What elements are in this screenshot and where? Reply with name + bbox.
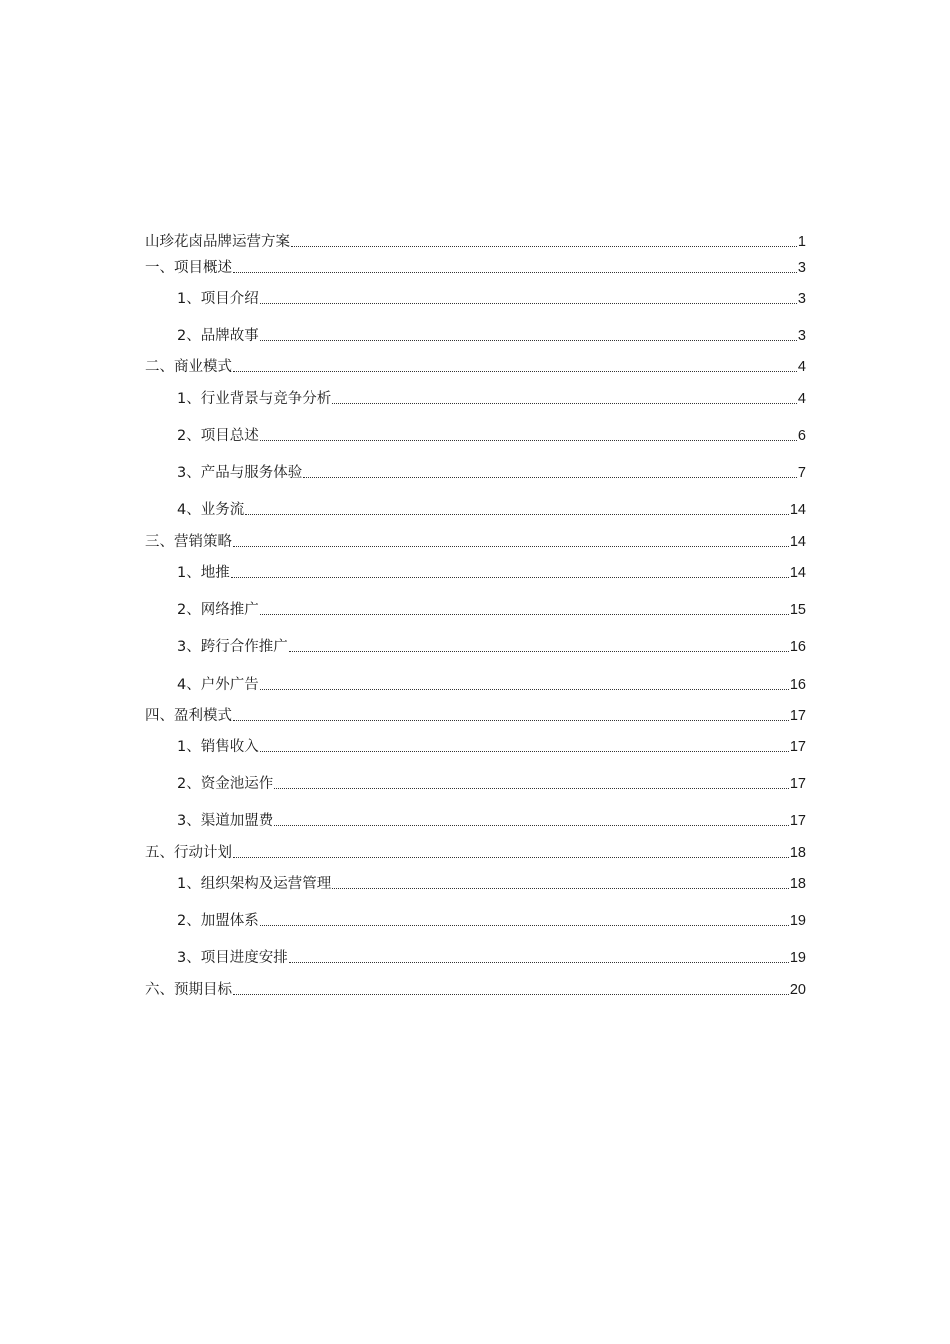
dot-leader	[260, 440, 797, 441]
toc-entry-page: 3	[797, 328, 806, 344]
dot-leader	[274, 825, 789, 826]
toc-entry-subsection[interactable]	[177, 634, 806, 656]
toc-entry-label: 2、网络推广	[177, 602, 259, 618]
toc-entry-page: 15	[789, 602, 806, 618]
toc-entry-page: 6	[797, 428, 806, 444]
dot-leader	[332, 888, 789, 889]
toc-entry-label: 一、项目概述	[145, 260, 232, 276]
dot-leader	[303, 477, 797, 478]
toc-entry-section-6[interactable]	[145, 977, 806, 999]
toc-entry-page: 14	[789, 534, 806, 550]
toc-entry-label: 三、营销策略	[145, 534, 232, 550]
toc-entry-title[interactable]	[145, 229, 806, 251]
toc-entry-page: 19	[789, 950, 806, 966]
toc-entry-page: 20	[789, 982, 806, 998]
toc-entry-page: 18	[789, 845, 806, 861]
toc-entry-subsection[interactable]	[177, 672, 806, 694]
toc-entry-label: 山珍花卤品牌运营方案	[145, 234, 290, 250]
toc-entry-section-4[interactable]	[145, 703, 806, 725]
toc-entry-page: 17	[789, 739, 806, 755]
dot-leader	[233, 272, 797, 273]
toc-entry-label: 3、渠道加盟费	[177, 813, 274, 829]
toc-entry-label: 2、资金池运作	[177, 776, 274, 792]
dot-leader	[231, 577, 789, 578]
toc-entry-subsection[interactable]	[177, 871, 806, 893]
toc-entry-label: 四、盈利模式	[145, 708, 232, 724]
toc-entry-page: 14	[789, 502, 806, 518]
toc-entry-label: 3、跨行合作推广	[177, 639, 288, 655]
dot-leader	[233, 720, 789, 721]
toc-entry-label: 2、品牌故事	[177, 328, 259, 344]
toc-entry-label: 4、业务流	[177, 502, 245, 518]
toc-entry-label: 1、销售收入	[177, 739, 259, 755]
dot-leader	[274, 788, 789, 789]
toc-entry-section-2[interactable]	[145, 354, 806, 376]
dot-leader	[332, 403, 797, 404]
toc-entry-label: 六、预期目标	[145, 982, 232, 998]
toc-entry-label: 2、项目总述	[177, 428, 259, 444]
toc-entry-subsection[interactable]	[177, 323, 806, 345]
toc-entry-subsection[interactable]	[177, 908, 806, 930]
toc-entry-page: 3	[797, 260, 806, 276]
toc-entry-subsection[interactable]	[177, 771, 806, 793]
dot-leader	[260, 614, 789, 615]
toc-entry-label: 1、项目介绍	[177, 291, 259, 307]
toc-entry-subsection[interactable]	[177, 423, 806, 445]
dot-leader	[245, 514, 789, 515]
toc-entry-section-5[interactable]	[145, 840, 806, 862]
dot-leader	[289, 651, 789, 652]
dot-leader	[260, 303, 797, 304]
dot-leader	[233, 371, 797, 372]
toc-entry-page: 18	[789, 876, 806, 892]
toc-entry-section-1[interactable]	[145, 255, 806, 277]
toc-entry-label: 五、行动计划	[145, 845, 232, 861]
dot-leader	[233, 546, 789, 547]
dot-leader	[289, 962, 789, 963]
toc-entry-label: 1、行业背景与竞争分析	[177, 391, 332, 407]
dot-leader	[233, 994, 789, 995]
dot-leader	[291, 246, 797, 247]
toc-entry-subsection[interactable]	[177, 560, 806, 582]
toc-entry-page: 7	[797, 465, 806, 481]
toc-entry-label: 2、加盟体系	[177, 913, 259, 929]
toc-entry-page: 14	[789, 565, 806, 581]
toc-entry-label: 3、项目进度安排	[177, 950, 288, 966]
toc-entry-subsection[interactable]	[177, 460, 806, 482]
dot-leader	[260, 751, 789, 752]
toc-entry-section-3[interactable]	[145, 529, 806, 551]
toc-entry-label: 二、商业模式	[145, 359, 232, 375]
toc-entry-subsection[interactable]	[177, 808, 806, 830]
toc-entry-subsection[interactable]	[177, 597, 806, 619]
toc-entry-label: 3、产品与服务体验	[177, 465, 303, 481]
toc-entry-page: 4	[797, 359, 806, 375]
toc-entry-subsection[interactable]	[177, 734, 806, 756]
toc-entry-page: 4	[797, 391, 806, 407]
dot-leader	[260, 925, 789, 926]
toc-entry-label: 4、户外广告	[177, 677, 259, 693]
dot-leader	[233, 857, 789, 858]
toc-entry-subsection[interactable]	[177, 286, 806, 308]
toc-entry-label: 1、组织架构及运营管理	[177, 876, 332, 892]
toc-entry-page: 16	[789, 677, 806, 693]
toc-entry-page: 16	[789, 639, 806, 655]
toc-entry-page: 3	[797, 291, 806, 307]
toc-entry-subsection[interactable]	[177, 497, 806, 519]
toc-entry-page: 1	[797, 234, 806, 250]
dot-leader	[260, 689, 789, 690]
toc-entry-subsection[interactable]	[177, 945, 806, 967]
toc-entry-page: 17	[789, 813, 806, 829]
table-of-contents	[145, 0, 806, 1344]
toc-entry-page: 19	[789, 913, 806, 929]
dot-leader	[260, 340, 797, 341]
toc-entry-label: 1、地推	[177, 565, 230, 581]
toc-entry-subsection[interactable]	[177, 386, 806, 408]
toc-entry-page: 17	[789, 776, 806, 792]
toc-entry-page: 17	[789, 708, 806, 724]
